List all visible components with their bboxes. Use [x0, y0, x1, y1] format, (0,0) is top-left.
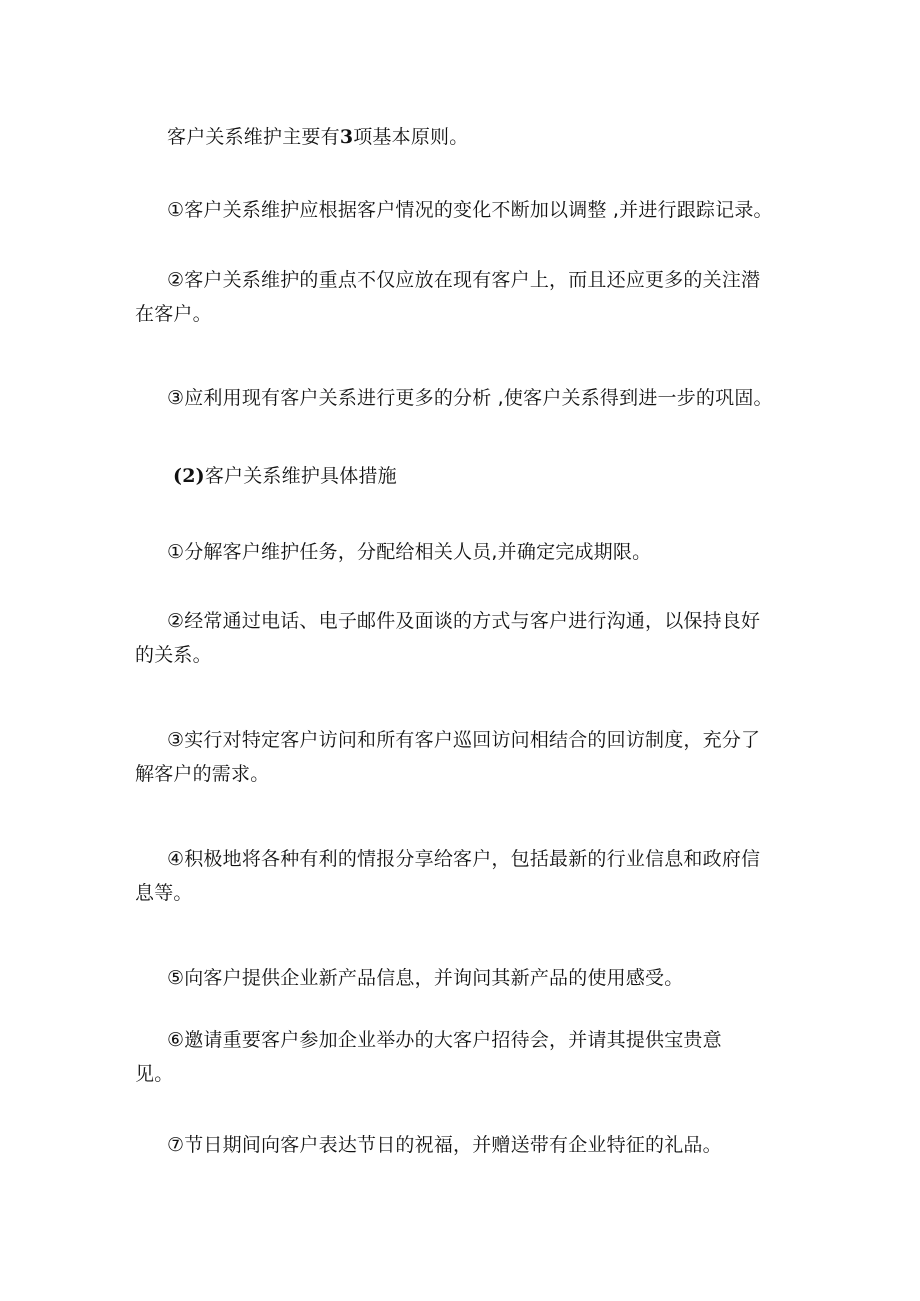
- principle-paragraph-3: [135, 381, 795, 415]
- measure-3-line-2: 解客户的需求。: [135, 763, 270, 785]
- principle-2-line-1: ②客户关系维护的重点不仅应放在现有客户上，而且还应更多的关注潜: [167, 269, 761, 291]
- intro-paragraph: [135, 120, 795, 154]
- measure-5-line-1: ⑤向客户提供企业新产品信息，并询问其新产品的使用感受。: [167, 967, 684, 989]
- section-heading-text: 客户关系维护具体措施: [204, 465, 397, 487]
- measure-6-line-2: 见。: [135, 1063, 174, 1085]
- principle-paragraph-2: [135, 263, 795, 331]
- principle-paragraph-1: [135, 193, 795, 227]
- principle-3-line-1: ③应利用现有客户关系进行更多的分析 ,使客户关系得到进一步的巩固。: [167, 387, 773, 409]
- measure-1-line-1: ①分解客户维护任务，分配给相关人员,并确定完成期限。: [167, 541, 652, 563]
- section-heading-number: (2): [173, 465, 205, 487]
- measure-paragraph-6: [135, 1023, 795, 1091]
- measure-paragraph-4: [135, 842, 795, 910]
- measure-2-line-2: 的关系。: [135, 644, 212, 666]
- section-heading-line: [135, 459, 795, 493]
- measure-paragraph-2: [135, 604, 795, 672]
- intro-number: 3: [339, 126, 354, 148]
- intro-text-after: 项基本原则。: [353, 126, 469, 148]
- measure-3-line-1: ③实行对特定客户访问和所有客户巡回访问相结合的回访制度，充分了: [167, 729, 761, 751]
- measure-4-line-2: 息等。: [135, 882, 193, 904]
- measure-7-line-1: ⑦节日期间向客户表达节日的祝福，并赠送带有企业特征的礼品。: [167, 1134, 722, 1156]
- intro-text-before: 客户关系维护主要有: [167, 126, 340, 148]
- measure-4-line-1: ④积极地将各种有利的情报分享给客户，包括最新的行业信息和政府信: [167, 848, 761, 870]
- measure-2-line-1: ②经常通过电话、电子邮件及面谈的方式与客户进行沟通，以保持良好: [167, 610, 761, 632]
- measure-paragraph-1: [135, 535, 795, 569]
- intro-line: [135, 120, 795, 154]
- measure-paragraph-3: [135, 723, 795, 791]
- measure-paragraph-5: [135, 961, 795, 995]
- measure-paragraph-7: [135, 1128, 795, 1162]
- section-heading: [135, 459, 795, 493]
- principle-1-line-1: ①客户关系维护应根据客户情况的变化不断加以调整 ,并进行跟踪记录。: [167, 199, 773, 221]
- measure-6-line-1: ⑥邀请重要客户参加企业举办的大客户招待会，并请其提供宝贵意: [167, 1029, 722, 1051]
- principle-2-line-2: 在客户。: [135, 303, 212, 325]
